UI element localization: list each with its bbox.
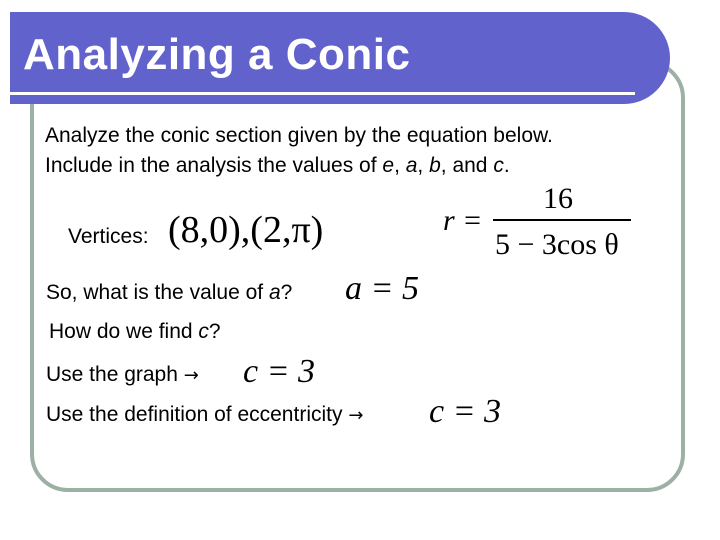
question-a: So, what is the value of a? <box>46 281 293 304</box>
intro-line-1: Analyze the conic section given by the equation below. <box>45 124 553 147</box>
answer-a: a = 5 <box>345 270 419 307</box>
slide-title: Analyzing a Conic <box>23 30 411 79</box>
method-definition: Use the definition of eccentricity → <box>46 403 364 426</box>
arrow-right-icon: → <box>348 405 364 426</box>
equation-denominator: 5 − 3cos θ <box>495 228 619 261</box>
arrow-right-icon: → <box>183 365 199 386</box>
equation-numerator: 16 <box>543 182 573 215</box>
answer-c-definition: c = 3 <box>429 393 502 430</box>
equation-lhs: r = <box>443 204 483 237</box>
method-graph: Use the graph → <box>46 363 199 386</box>
intro-text <box>45 121 553 181</box>
vertices-value: (8,0),(2,π) <box>168 209 324 251</box>
fraction-bar <box>493 219 631 221</box>
answer-c-graph: c = 3 <box>243 353 316 390</box>
title-underline <box>10 92 635 95</box>
vertices-label: Vertices: <box>68 225 149 248</box>
intro-line-2: Include in the analysis the values of e, a, b, and c. <box>45 154 510 177</box>
question-c: How do we find c? <box>49 320 221 343</box>
